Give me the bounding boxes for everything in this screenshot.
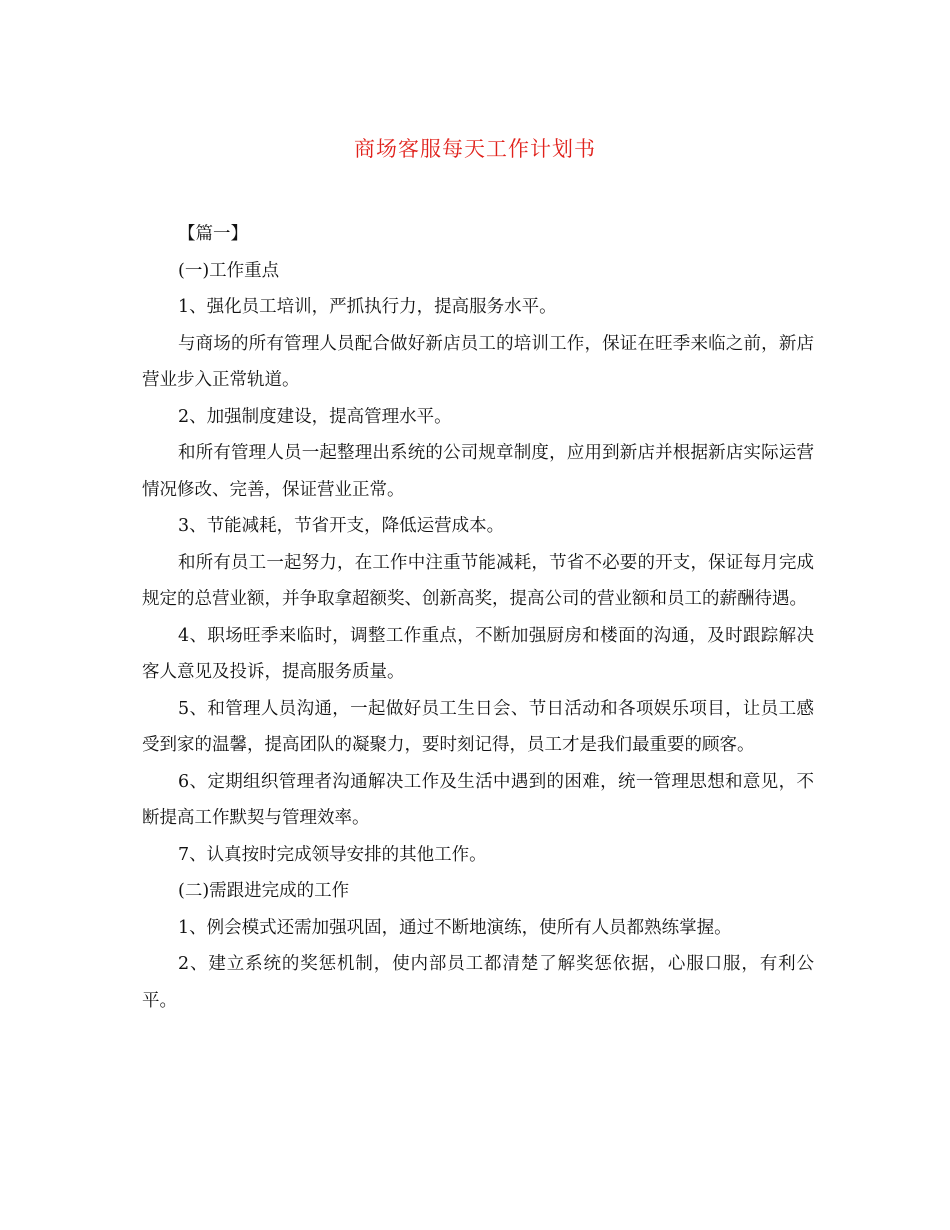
paragraph: 和所有管理人员一起整理出系统的公司规章制度，应用到新店并根据新店实际运营情况修改、完善，保证营业正常。 (142, 443, 814, 500)
document-body (142, 216, 814, 1019)
item-paragraph: 6、定期组织管理者沟通解决工作及生活中遇到的困难，统一管理思想和意见，不断提高工作默契与管理效率。 (142, 771, 814, 828)
paragraph: 与商场的所有管理人员配合做好新店员工的培训工作，保证在旺季来临之前，新店营业步入正常轨道。 (142, 333, 814, 390)
item-paragraph: 7、认真按时完成领导安排的其他工作。 (178, 844, 487, 865)
item-heading: 3、节能减耗，节省开支，降低运营成本。 (178, 516, 505, 536)
section-heading: 【篇一】 (178, 224, 248, 244)
item-paragraph: 1、例会模式还需加强巩固，通过不断地演练，使所有人员都熟练掌握。 (178, 917, 732, 938)
item-heading: 2、加强制度建设，提高管理水平。 (178, 406, 452, 427)
document-title: 商场客服每天工作计划书 (354, 137, 596, 161)
subsection-heading: (一)工作重点 (178, 260, 280, 281)
subsection-heading: (二)需跟进完成的工作 (178, 881, 350, 901)
paragraph: 和所有员工一起努力，在工作中注重节能减耗，节省不必要的开支，保证每月完成规定的总营业额，并争取拿超额奖、创新高奖，提高公司的营业额和员工的薪酬待遇。 (142, 552, 814, 609)
item-paragraph: 4、职场旺季来临时，调整工作重点，不断加强厨房和楼面的沟通，及时跟踪解决客人意见及投诉，提高服务质量。 (142, 625, 814, 682)
item-paragraph: 2、建立系统的奖惩机制，使内部员工都清楚了解奖惩依据，心服口服，有利公平。 (142, 954, 814, 1011)
item-paragraph: 5、和管理人员沟通，一起做好员工生日会、节日活动和各项娱乐项目，让员工感受到家的温馨，提高团队的凝聚力，要时刻记得，员工才是我们最重要的顾客。 (142, 698, 814, 755)
item-heading: 1、强化员工培训，严抓执行力，提高服务水平。 (178, 297, 557, 317)
